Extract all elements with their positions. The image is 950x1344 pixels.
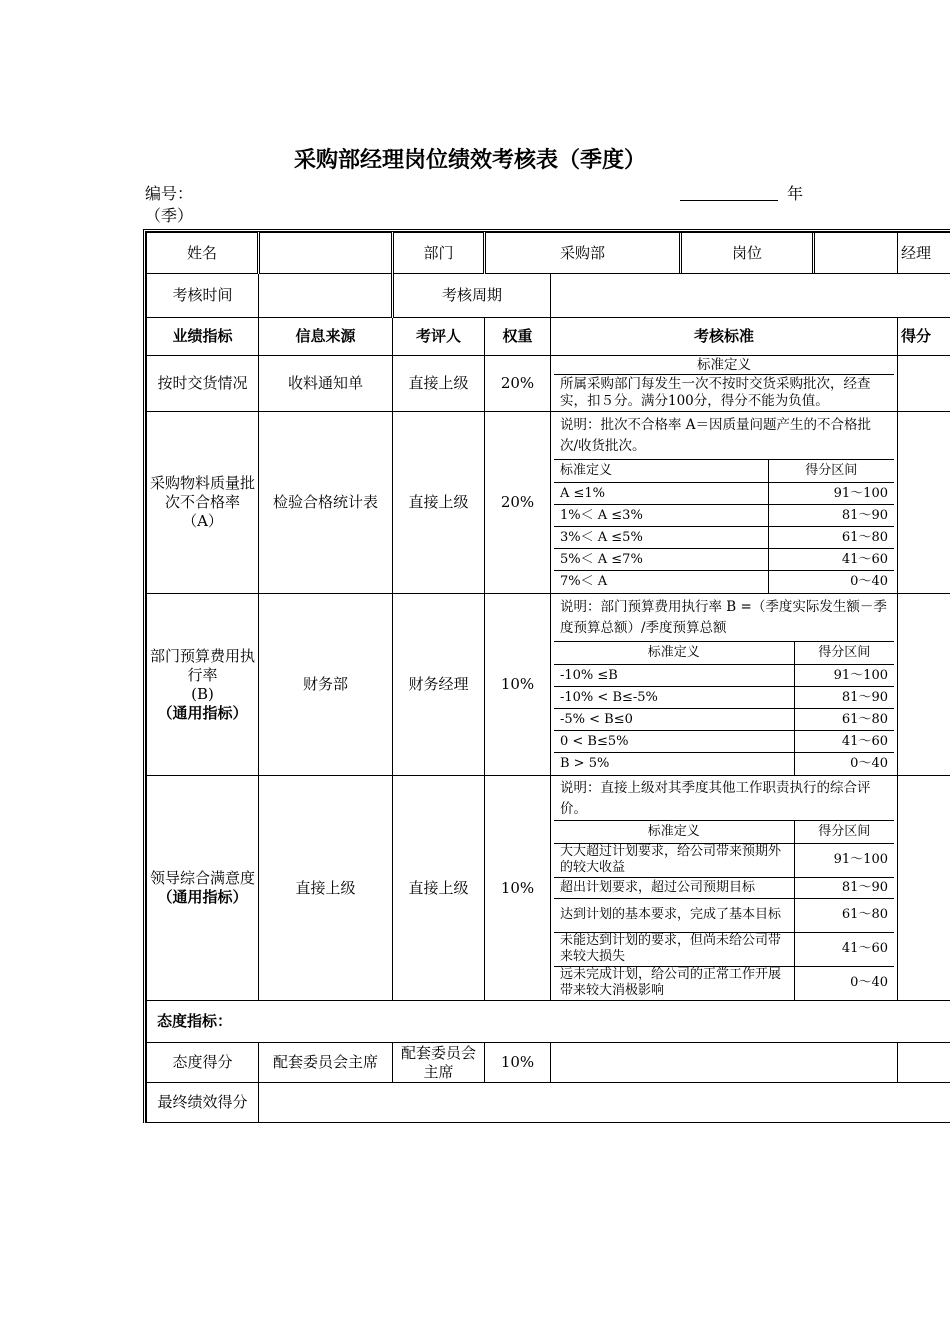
indicator-cell xyxy=(147,412,259,594)
season-label: （季） xyxy=(145,206,194,225)
indicator-cell: 按时交货情况 xyxy=(147,356,259,412)
attitude-score[interactable] xyxy=(898,1043,950,1083)
standard-cell xyxy=(551,594,898,776)
page-title: 采购部经理岗位绩效考核表（季度） xyxy=(293,147,646,173)
header-row xyxy=(147,318,950,356)
final-value[interactable] xyxy=(259,1083,950,1123)
name-label: 姓名 xyxy=(147,233,259,274)
time-label: 考核时间 xyxy=(147,274,259,318)
post-value-spacer xyxy=(814,233,898,273)
standard-note: 说明：批次不合格率 A＝因质量问题产生的不合格批次/收货批次。 xyxy=(554,413,894,460)
attitude-source: 配套委员会主席 xyxy=(259,1043,393,1083)
level-row: B > 5% 0～40 xyxy=(554,753,894,775)
period-value[interactable] xyxy=(551,274,950,318)
dept-label: 部门 xyxy=(393,233,485,274)
indicator-text: 部门预算费用执行率 xyxy=(150,646,256,684)
code-label: 编号： xyxy=(145,184,194,203)
standard-title: 标准定义 xyxy=(554,357,894,375)
info-row-1 xyxy=(147,233,950,274)
header-reviewer: 考评人 xyxy=(393,318,485,356)
header-indicator: 业绩指标 xyxy=(147,318,259,356)
weight-cell: 20% xyxy=(485,356,551,412)
header-source: 信息来源 xyxy=(259,318,393,356)
level-row: 大大超过计划要求，给公司带来预期外的较大收益 91～100 xyxy=(554,843,894,877)
level-col-range: 得分区间 xyxy=(794,642,894,665)
dept-value: 采购部 xyxy=(486,233,681,273)
level-row: 达到计划的基本要求，完成了基本目标 61～80 xyxy=(554,898,894,932)
indicator-bold: （通用指标） xyxy=(157,703,248,722)
table-row xyxy=(147,356,950,412)
indicator-sub: (B) xyxy=(191,684,214,703)
header-weight: 权重 xyxy=(485,318,551,356)
source-cell: 财务部 xyxy=(259,594,393,776)
level-col-def: 标准定义 xyxy=(554,821,794,843)
level-col-def: 标准定义 xyxy=(554,642,794,665)
level-row: 1%＜ A ≤3% 81～90 xyxy=(554,505,894,527)
info-row-2 xyxy=(147,274,950,318)
table-row xyxy=(147,412,950,594)
level-row: 7%＜ A 0～40 xyxy=(554,571,894,593)
evaluation-table xyxy=(146,232,950,1123)
attitude-reviewer: 配套委员会主席 xyxy=(393,1043,485,1083)
standard-text: 所属采购部门每发生一次不按时交货采购批次，经查实，扣５分。满分100分，得分不能为负值。 xyxy=(560,375,871,409)
final-row xyxy=(147,1083,950,1123)
source-cell: 收料通知单 xyxy=(259,356,393,412)
reviewer-cell: 直接上级 xyxy=(393,356,485,412)
indicator-cell xyxy=(147,594,259,776)
standard-cell xyxy=(551,412,898,594)
level-row: -10% < B≤-5% 81～90 xyxy=(554,687,894,709)
indicator-text: 领导综合满意度 xyxy=(150,869,256,887)
indicator-bold: （通用指标） xyxy=(157,888,248,906)
reviewer-cell: 直接上级 xyxy=(393,776,485,1001)
level-row: -10% ≤B 91～100 xyxy=(554,665,894,687)
attitude-section-label: 态度指标： xyxy=(147,1001,950,1043)
time-value[interactable] xyxy=(259,274,393,318)
table-row xyxy=(147,776,950,1001)
name-value[interactable] xyxy=(259,233,393,274)
header-standard: 考核标准 xyxy=(551,318,898,356)
level-row: 0 < B≤5% 41～60 xyxy=(554,731,894,753)
attitude-indicator: 态度得分 xyxy=(147,1043,259,1083)
reviewer-cell: 财务经理 xyxy=(393,594,485,776)
level-row: 3%＜ A ≤5% 61～80 xyxy=(554,527,894,549)
weight-cell: 10% xyxy=(485,594,551,776)
standard-note: 说明：部门预算费用执行率 B =（季度实际发生额－季度预算总额）/季度预算总额 xyxy=(554,595,894,642)
level-row: 远未完成计划，给公司的正常工作开展带来较大消极影响 0～40 xyxy=(554,966,894,1000)
final-label: 最终绩效得分 xyxy=(147,1083,259,1123)
year-blank-line xyxy=(680,200,778,201)
table-row xyxy=(147,594,950,776)
score-cell[interactable] xyxy=(898,594,950,776)
level-row: 5%＜ A ≤7% 41～60 xyxy=(554,549,894,571)
header-score: 得分 xyxy=(898,318,950,356)
level-table xyxy=(554,821,894,1000)
standard-note: 说明：直接上级对其季度其他工作职责执行的综合评价。 xyxy=(554,776,894,821)
post-label: 岗位 xyxy=(681,233,814,273)
level-col-range: 得分区间 xyxy=(794,821,894,843)
year-label: 年 xyxy=(787,184,804,203)
indicator-sub: （A） xyxy=(182,512,223,530)
score-cell[interactable] xyxy=(898,776,950,1001)
score-cell[interactable] xyxy=(898,356,950,412)
level-row: 未能达到计划的要求，但尚未给公司带来较大损失 41～60 xyxy=(554,932,894,966)
level-col-range: 得分区间 xyxy=(768,460,894,483)
period-label: 考核周期 xyxy=(393,274,551,318)
attitude-row xyxy=(147,1043,950,1083)
source-cell: 直接上级 xyxy=(259,776,393,1001)
attitude-weight: 10% xyxy=(485,1043,551,1083)
level-row: 超出计划要求，超过公司预期目标 81～90 xyxy=(554,877,894,898)
indicator-text: 采购物料质量批次不合格率 xyxy=(150,474,256,511)
attitude-section-row xyxy=(147,1001,950,1043)
level-table xyxy=(554,642,894,775)
weight-cell: 20% xyxy=(485,412,551,594)
level-table xyxy=(554,460,894,593)
evaluation-sheet xyxy=(143,229,950,1123)
weight-cell: 10% xyxy=(485,776,551,1001)
attitude-standard[interactable] xyxy=(551,1043,898,1083)
post-value: 经理 xyxy=(898,233,950,274)
score-cell[interactable] xyxy=(898,412,950,594)
source-cell: 检验合格统计表 xyxy=(259,412,393,594)
standard-cell xyxy=(551,776,898,1001)
level-col-def: 标准定义 xyxy=(554,460,768,483)
indicator-cell xyxy=(147,776,259,1001)
level-row: A ≤1% 91～100 xyxy=(554,483,894,505)
level-row: -5% < B≤0 61～80 xyxy=(554,709,894,731)
reviewer-cell: 直接上级 xyxy=(393,412,485,594)
standard-cell xyxy=(551,356,898,412)
